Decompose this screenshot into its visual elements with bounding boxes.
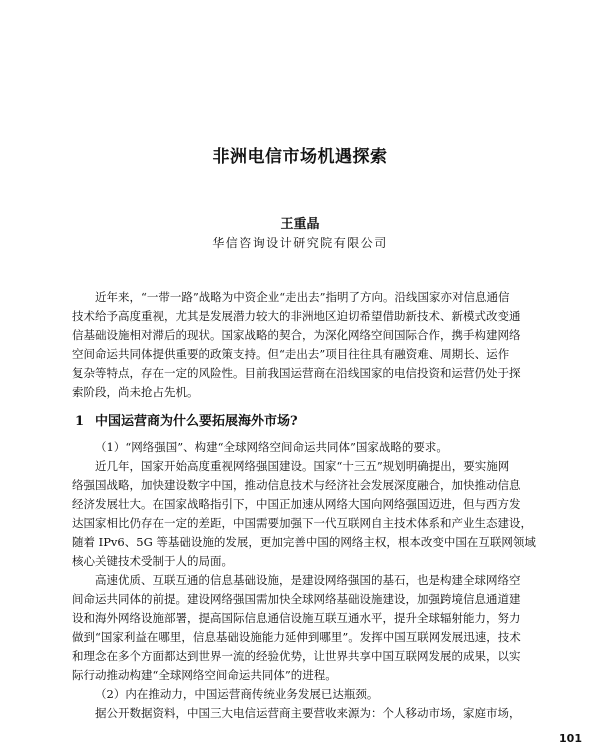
body-line: 际行动推动构建“全球网络空间命运共同体”的进程。 — [72, 668, 337, 682]
body-line: 设和海外网络设施部署，提高国际信息通信设施互联互通水平，提升全球辐射能力，努力 — [72, 611, 521, 625]
body-line: 经济发展壮大。在国家战略指引下，中国正加速从网络大国向网络强国迈进，但与西方发 — [72, 497, 521, 511]
body-line: 近几年，国家开始高度重视网络强国建设。国家“十三五”规划明确提出，要实施网 — [95, 459, 510, 473]
page-number: 101 — [559, 732, 582, 745]
body-line: 据公开数据资料，中国三大电信运营商主要营收来源为：个人移动市场，家庭市场， — [95, 706, 521, 720]
section-title: 中国运营商为什么要拓展海外市场? — [95, 414, 298, 429]
abstract-line: 复杂等特点，存在一定的风险性。目前我国运营商在沿线国家的电信投资和运营仍处于探 — [72, 366, 521, 380]
abstract — [72, 288, 536, 402]
body-line: 随着 IPv6、5G 等基础设施的发展，更加完善中国的网络主权，根本改变中国在互联网领域 — [72, 535, 536, 549]
body-paragraph — [72, 704, 538, 723]
body-paragraph — [72, 571, 538, 685]
article-title: 非洲电信市场机遇探索 — [212, 147, 388, 167]
body-line: 和理念在多个方面都达到世界一流的经验优势，让世界共享中国互联网发展的成果，以实 — [72, 649, 521, 663]
body-text — [72, 438, 538, 723]
body-line: 做到“国家利益在哪里，信息基础设施能力延伸到哪里”。发挥中国互联网发展迅速，技术 — [72, 630, 521, 644]
body-paragraph — [72, 438, 538, 457]
body-line: 间命运共同体的前提。建设网络强国需加快全球网络基础设施建设，加强跨境信息通道建 — [72, 592, 521, 606]
abstract-line: 索阶段，尚未抢占先机。 — [72, 385, 199, 399]
body-paragraph — [72, 685, 538, 704]
abstract-line: 信基础设施相对滞后的现状。国家战略的契合，为深化网络空间国际合作，携手构建网络 — [72, 328, 521, 342]
body-line: （2）内在推动力，中国运营商传统业务发展已达瓶颈。 — [95, 687, 379, 701]
body-line: 核心关键技术受制于人的局面。 — [72, 554, 233, 568]
abstract-line: 近年来，“一带一路”战略为中资企业“走出去”指明了方向。沿线国家亦对信息通信 — [95, 290, 510, 304]
section-number: 1 — [75, 414, 85, 429]
body-line: （1）“网络强国”、构建“全球网络空间命运共同体”国家战略的要求。 — [95, 440, 448, 454]
body-line: 达国家相比仍存在一定的差距，中国需要加强下一代互联网自主技术体系和产业生态建设， — [72, 516, 532, 530]
body-line: 高速优质、互联互通的信息基础设施，是建设网络强国的基石，也是构建全球网络空 — [95, 573, 521, 587]
author-affiliation: 华信咨询设计研究院有限公司 — [212, 236, 388, 250]
abstract-line: 技术给予高度重视，尤其是发展潜力较大的非洲地区迫切希望借助新技术、新模式改变通 — [72, 309, 521, 323]
abstract-line: 空间命运共同体提供重要的政策支持。但“走出去”项目往往具有融资难、周期长、运作 — [72, 347, 510, 361]
body-paragraph — [72, 457, 538, 571]
body-line: 络强国战略，加快建设数字中国，推动信息技术与经济社会发展深度融合，加快推动信息 — [72, 478, 521, 492]
section-heading — [75, 410, 535, 429]
article-author: 王重晶 — [280, 217, 320, 232]
abstract-paragraph — [72, 288, 536, 402]
